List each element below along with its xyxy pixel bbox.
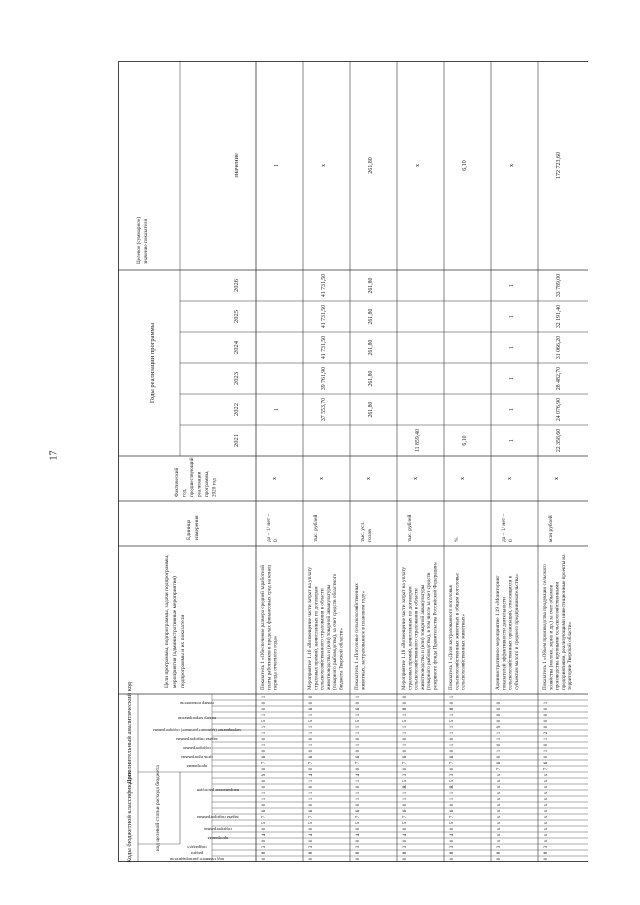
row-code-digit: 0 — [497, 701, 502, 705]
row-code-digit: 8 — [544, 851, 549, 855]
col-value-heading: значение — [233, 153, 240, 178]
row-code-digit: 1 — [309, 713, 314, 717]
row-code-digit: 7 — [497, 767, 502, 771]
row-code-digit: 9 — [262, 773, 267, 777]
row-code-digit: 5 — [356, 719, 361, 723]
row-code-digit: 5 — [403, 779, 408, 783]
row-code-digit: 5 — [403, 719, 408, 723]
row-code-digit: 5 — [262, 821, 267, 825]
col-unit-heading: Единица измерения — [186, 515, 200, 540]
row-code-digit: х — [497, 791, 502, 795]
row-code-digit: х — [497, 839, 502, 843]
row-code-digit: х — [544, 791, 549, 795]
row-code-digit: 0 — [403, 803, 408, 807]
rotated-table-wrapper — [118, 61, 588, 862]
col-goals-heading: Цели программы, подпрограммы, задачи подпрограммы, мероприятия (административные мероприятия) подпрограммы и их показатели — [164, 554, 186, 688]
row-code-digit: 8 — [262, 851, 267, 855]
year-heading: 2025 — [233, 310, 240, 323]
col-code-grbs: код главного распорядителя — [170, 856, 224, 862]
row-code-digit: 0 — [450, 737, 455, 741]
row-code-digit: 1 — [356, 743, 361, 747]
row-year-value: 261,80 — [368, 308, 374, 325]
row-code-digit: 9 — [497, 725, 502, 729]
dop-group-heading: Дополнительный аналитический код — [126, 682, 133, 784]
col-razdel: раздел — [190, 850, 204, 856]
row-code-digit: х — [544, 779, 549, 783]
row-code-digit: 1 — [356, 791, 361, 795]
row-code-digit: 0 — [544, 755, 549, 759]
row-code-digit: 0 — [497, 713, 502, 717]
row-fact: х — [460, 477, 466, 480]
row-code-digit: 1 — [262, 713, 267, 717]
row-code-digit: 8 — [403, 851, 408, 855]
row-year-value: 1 — [509, 377, 515, 380]
row-code-digit: 0 — [309, 827, 314, 831]
col-d-zadacha: задача подпрограммы — [176, 736, 218, 742]
row-code-digit: 3 — [309, 845, 314, 849]
row-code-digit: 1 — [403, 791, 408, 795]
row-year-value: 39 761,90 — [321, 366, 327, 391]
row-unit: тыс. рублей — [313, 514, 319, 542]
col-fact-heading: Фактический год, предшествующий реализации программы, 2020 год — [174, 457, 218, 497]
row-code-digit: 3 — [450, 845, 455, 849]
row-year-value: 261,80 — [368, 370, 374, 387]
row-code-digit: 4 — [262, 833, 267, 837]
row-code-digit: 0 — [403, 695, 408, 699]
row-year-value: 32 191,40 — [556, 304, 562, 329]
row-code-digit: 0 — [356, 749, 361, 753]
row-code-digit: 8 — [403, 707, 408, 711]
row-code-digit: 0 — [309, 785, 314, 789]
row-code-digit: 0 — [403, 767, 408, 771]
row-target-value: 1 — [274, 164, 280, 167]
row-code-digit: 0 — [356, 827, 361, 831]
row-code-digit: 6 — [309, 755, 314, 759]
row-code-digit: 0 — [450, 767, 455, 771]
row-code-digit: 4 — [450, 833, 455, 837]
row-code-digit: 1 — [309, 743, 314, 747]
row-target-value: х — [509, 164, 515, 167]
col-programma: программа — [207, 835, 229, 841]
row-code-digit: 6 — [403, 809, 408, 813]
row-name: Мероприятие 1.16 «Возмещение части затрат на уплатустраховых премий, начисленных по договорамсельскохозяйственного страхования в областиживотноводства и (или) товарной аквакультуры(товарного рыбоводства), за счет средств областногобюджета Тверской области» — [307, 567, 345, 690]
row-fact: х — [319, 477, 325, 480]
row-code-digit: х — [544, 827, 549, 831]
col-d-podprogramma: подпрограмма — [183, 745, 211, 751]
row-code-digit: 7 — [262, 761, 267, 765]
row-code-digit: 7 — [403, 761, 408, 765]
row-code-digit: х — [544, 833, 549, 837]
year-heading: 2026 — [233, 279, 240, 292]
row-code-digit: 0 — [262, 707, 267, 711]
row-fact: х — [554, 477, 560, 480]
row-code-digit: х — [544, 785, 549, 789]
row-code-digit: х — [544, 773, 549, 777]
row-code-digit: 1 — [450, 797, 455, 801]
row-code-digit: 3 — [403, 773, 408, 777]
row-code-digit: 1 — [497, 731, 502, 735]
row-code-digit: 1 — [262, 731, 267, 735]
row-code-digit: 6 — [356, 809, 361, 813]
row-code-digit: 1 — [262, 743, 267, 747]
row-code-digit: 3 — [544, 845, 549, 849]
row-code-digit: 1 — [544, 737, 549, 741]
row-code-digit: 4 — [403, 833, 408, 837]
row-target-value: 172 723,60 — [556, 152, 562, 179]
row-code-digit: х — [544, 815, 549, 819]
row-code-digit: 0 — [309, 749, 314, 753]
csr-group-heading: код целевой статьи расхода бюджета — [155, 765, 161, 851]
row-code-digit: 6 — [356, 755, 361, 759]
program-table — [118, 61, 588, 862]
year-heading: 2024 — [233, 341, 240, 354]
row-code-digit: 1 — [356, 731, 361, 735]
col-d-cel: цель программы — [181, 754, 213, 760]
row-code-digit: 7 — [309, 815, 314, 819]
row-code-digit: 1 — [356, 695, 361, 699]
row-code-digit: 3 — [262, 845, 267, 849]
row-year-value: 31 066,20 — [556, 335, 562, 360]
row-code-digit: 6 — [356, 707, 361, 711]
row-code-digit: 1 — [403, 713, 408, 717]
col-target-heading: Целевое (суммарное)значение показателя — [136, 217, 149, 264]
row-code-digit: 0 — [403, 857, 408, 861]
row-code-digit: 1 — [262, 725, 267, 729]
budget-group-heading: Коды бюджетной классификации — [126, 770, 133, 862]
row-code-digit: 6 — [262, 755, 267, 759]
row-code-digit: 0 — [497, 707, 502, 711]
row-code-digit: 0 — [309, 701, 314, 705]
row-code-digit: 0 — [544, 743, 549, 747]
row-code-digit: 0 — [309, 803, 314, 807]
row-code-digit: 0 — [356, 767, 361, 771]
row-code-digit: 1 — [309, 725, 314, 729]
years-group-heading: Годы реализации программы — [149, 322, 156, 404]
col-podrazdel: подраздел — [187, 844, 207, 850]
row-code-digit: 0 — [450, 803, 455, 807]
row-code-digit: 7 — [262, 815, 267, 819]
row-code-digit: 0 — [497, 743, 502, 747]
row-code-digit: х — [544, 821, 549, 825]
row-code-digit: 1 — [450, 713, 455, 717]
row-code-digit: 8 — [356, 851, 361, 855]
row-code-digit: 1 — [356, 725, 361, 729]
row-year-value: 11 859,40 — [415, 429, 421, 452]
row-year-value: 37 553,70 — [321, 397, 327, 422]
row-code-digit: 0 — [497, 857, 502, 861]
row-code-digit: 1 — [403, 731, 408, 735]
row-code-digit: х — [497, 785, 502, 789]
row-code-digit: 1 — [544, 701, 549, 705]
year-heading: 2022 — [233, 403, 240, 416]
row-code-digit: 0 — [356, 737, 361, 741]
row-code-digit: 8 — [450, 707, 455, 711]
year-heading: 2021 — [233, 434, 240, 447]
row-code-digit: 7 — [403, 815, 408, 819]
row-year-value: 24 076,90 — [556, 397, 562, 422]
row-code-digit: 6 — [309, 809, 314, 813]
row-unit: % — [454, 537, 460, 542]
row-code-digit: 0 — [309, 839, 314, 843]
row-year-value: 22 358,60 — [556, 428, 562, 453]
row-code-digit: 0 — [262, 803, 267, 807]
row-year-value: 1 — [509, 408, 515, 411]
row-code-digit: 7 — [309, 761, 314, 765]
row-code-digit: 1 — [497, 737, 502, 741]
row-code-digit: 0 — [356, 839, 361, 843]
row-code-digit: 0 — [262, 737, 267, 741]
row-target-value: 6,10 — [462, 160, 468, 171]
row-code-digit: 0 — [544, 857, 549, 861]
row-code-digit: 0 — [497, 719, 502, 723]
row-code-digit: 0 — [356, 785, 361, 789]
row-name: Показатель 1 «Объем производства продукции сельскогохозяйства (молоко, зерно и др.) за счет объемовпроизводства крупными сельскохозяйственнымипредприятиями, реализующими инвестиционные проекты натерритории Тверской области» — [542, 554, 574, 690]
row-code-digit: R — [403, 785, 408, 789]
row-code-digit: 1 — [450, 731, 455, 735]
row-code-digit: 8 — [309, 851, 314, 855]
row-code-digit: 1 — [450, 743, 455, 747]
row-name: Показатель 1 «Обеспечение размера средней заработнойплаты работников в пределах финансовых сред на конецпериода отчетного года» — [260, 564, 279, 690]
col-d-nomer-meropr: номер мероприятия — [178, 715, 216, 721]
row-code-digit: 6 — [262, 809, 267, 813]
row-code-digit: 1 — [544, 749, 549, 753]
row-code-digit: 6 — [450, 809, 455, 813]
row-code-digit: 1 — [309, 797, 314, 801]
row-code-digit: 0 — [403, 749, 408, 753]
row-code-digit: х — [497, 821, 502, 825]
row-code-digit: 2 — [544, 731, 549, 735]
row-code-digit: 0 — [262, 827, 267, 831]
row-code-digit: 1 — [309, 731, 314, 735]
row-code-digit: 7 — [356, 761, 361, 765]
row-code-digit: 0 — [309, 857, 314, 861]
row-code-digit: 3 — [450, 773, 455, 777]
row-unit: да – 1/ нет –0 — [266, 513, 279, 542]
row-code-digit: 0 — [544, 725, 549, 729]
row-code-digit: 1 — [356, 797, 361, 801]
row-code-digit: 1 — [403, 743, 408, 747]
row-code-digit: х — [544, 809, 549, 813]
row-code-digit: 6 — [450, 755, 455, 759]
row-code-digit: 1 — [309, 791, 314, 795]
row-code-digit: 3 — [403, 845, 408, 849]
row-code-digit: 0 — [356, 803, 361, 807]
row-year-value: 1 — [509, 284, 515, 287]
row-code-digit: 0 — [262, 857, 267, 861]
col-napravlenie: направление расходов — [196, 787, 240, 793]
rotated-table — [118, 61, 588, 862]
row-name: Показатель 1 «Доля застрахованного поголовьясельскохозяйственных животных в общем поголовьесельскохозяйственных животных» — [448, 573, 467, 690]
row-code-digit: 0 — [544, 707, 549, 711]
row-code-digit: 5 — [309, 719, 314, 723]
row-code-digit: х — [497, 803, 502, 807]
row-code-digit: 1 — [356, 779, 361, 783]
row-code-digit: 5 — [309, 821, 314, 825]
row-code-digit: х — [497, 815, 502, 819]
row-code-digit: 4 — [309, 833, 314, 837]
row-name: Административное мероприятие 1.19 «Мониторингпоказателей эффективности деятельностисельскохозяйственных организаций, относящихся ксубъектам малого и среднего предпринимательства» — [495, 573, 520, 690]
row-target-value: х — [415, 164, 421, 167]
row-year-value: 1 — [509, 346, 515, 349]
row-code-digit: 5 — [450, 821, 455, 825]
row-fact: х — [366, 477, 372, 480]
row-code-digit: 4 — [356, 773, 361, 777]
row-code-digit: х — [497, 809, 502, 813]
row-code-digit: 0 — [262, 749, 267, 753]
row-code-digit: 1 — [403, 797, 408, 801]
col-podprogramma: подпрограмма — [204, 826, 232, 832]
row-code-digit: 0 — [309, 767, 314, 771]
row-code-digit: 5 — [450, 779, 455, 783]
col-zadacha: задача подпрограммы — [197, 814, 239, 820]
row-unit: тыс. усл.голов — [360, 521, 373, 542]
row-code-digit: 0 — [450, 839, 455, 843]
row-target-value: 261,80 — [368, 157, 374, 174]
row-code-digit: 0 — [262, 767, 267, 771]
row-fact: х — [272, 477, 278, 480]
col-d-meropriyatie: мероприятие (административное) подпрограммы — [153, 728, 241, 734]
row-code-digit: 0 — [356, 701, 361, 705]
row-unit: млн рублей — [548, 515, 554, 542]
row-code-digit: 0 — [450, 701, 455, 705]
row-code-digit: 0 — [403, 701, 408, 705]
row-code-digit: 4 — [356, 833, 361, 837]
row-code-digit: 0 — [403, 839, 408, 843]
year-heading: 2023 — [233, 372, 240, 385]
row-code-digit: 8 — [497, 851, 502, 855]
row-code-digit: 6 — [309, 707, 314, 711]
row-code-digit: 1 — [262, 791, 267, 795]
row-code-digit: 7 — [356, 815, 361, 819]
row-code-digit: х — [544, 803, 549, 807]
row-code-digit: 0 — [262, 701, 267, 705]
row-code-digit: 1 — [497, 749, 502, 753]
row-code-digit: 0 — [356, 857, 361, 861]
row-code-digit: R — [450, 785, 455, 789]
row-year-value: 1 — [509, 315, 515, 318]
row-year-value: 1 — [509, 439, 515, 442]
row-code-digit: 5 — [262, 719, 267, 723]
row-name: Мероприятие 1.18 «Возмещение части затрат на уплатустраховых премий, начисленных по договорамсельскохозяйственного страхования в областиживотноводства и (или) товарной аквакультуры(товарного рыбоводства), в том числе за счет средстврезервного фонда Правительства Российской Федерации» — [401, 561, 439, 690]
row-year-value: 41 731,50 — [321, 335, 327, 360]
row-code-digit: 7 — [544, 767, 549, 771]
row-code-digit: 0 — [309, 695, 314, 699]
row-code-digit: 6 — [403, 755, 408, 759]
row-code-digit: 1 — [450, 791, 455, 795]
row-code-digit: х — [544, 797, 549, 801]
row-code-digit: х — [497, 833, 502, 837]
row-code-digit: 1 — [356, 713, 361, 717]
row-code-digit: 0 — [262, 779, 267, 783]
row-fact: х — [507, 477, 513, 480]
row-code-digit: 0 — [403, 827, 408, 831]
row-code-digit: 1 — [262, 695, 267, 699]
row-code-digit: 0 — [262, 839, 267, 843]
row-code-digit: 0 — [450, 827, 455, 831]
row-code-digit: 5 — [403, 821, 408, 825]
row-code-digit: 3 — [497, 845, 502, 849]
row-unit: да – 1/ нет –0 — [501, 513, 514, 542]
row-code-digit: 0 — [309, 737, 314, 741]
row-target-value: х — [321, 164, 327, 167]
col-d-nomer-pokaz: номер показателя — [180, 700, 214, 706]
row-year-value: 1 — [274, 408, 280, 411]
row-code-digit: 7 — [450, 761, 455, 765]
row-name: Показатель 1 «Поголовье сельскохозяйственныхживотных, застрахованное в плановом году» — [354, 583, 367, 690]
row-code-digit: 4 — [309, 773, 314, 777]
row-code-digit: 1 — [450, 725, 455, 729]
row-code-digit: 0 — [544, 713, 549, 717]
row-fact: х — [413, 477, 419, 480]
row-code-digit: х — [497, 797, 502, 801]
row-year-value: 261,80 — [368, 277, 374, 294]
row-code-digit: 6 — [497, 761, 502, 765]
row-year-value: 261,80 — [368, 339, 374, 356]
row-code-digit: 3 — [356, 845, 361, 849]
row-year-value: 41 731,50 — [321, 304, 327, 329]
row-code-digit: 5 — [356, 821, 361, 825]
row-code-digit: 1 — [403, 725, 408, 729]
row-year-value: 6,10 — [462, 435, 468, 446]
row-code-digit: 5 — [450, 719, 455, 723]
row-year-value: 28 482,70 — [556, 366, 562, 391]
row-code-digit: 7 — [450, 815, 455, 819]
row-code-digit: 0 — [403, 737, 408, 741]
row-code-digit: 8 — [450, 851, 455, 855]
row-code-digit: х — [497, 827, 502, 831]
row-code-digit: х — [544, 839, 549, 843]
row-code-digit: 0 — [450, 749, 455, 753]
row-code-digit: 0 — [450, 857, 455, 861]
row-code-digit: 1 — [309, 779, 314, 783]
row-code-digit: 0 — [544, 719, 549, 723]
row-code-digit: 6 — [544, 761, 549, 765]
row-code-digit: 0 — [497, 755, 502, 759]
row-code-digit: х — [497, 779, 502, 783]
row-code-digit: 1 — [450, 695, 455, 699]
row-code-digit: 0 — [262, 785, 267, 789]
row-year-value: 33 789,00 — [556, 273, 562, 298]
row-unit: тыс. рублей — [407, 514, 413, 542]
row-year-value: 41 731,50 — [321, 273, 327, 298]
row-year-value: 261,80 — [368, 401, 374, 418]
row-code-digit: х — [497, 773, 502, 777]
col-d-programma: программа — [186, 763, 208, 769]
row-code-digit: 1 — [262, 797, 267, 801]
page-number: 17 — [48, 450, 60, 461]
